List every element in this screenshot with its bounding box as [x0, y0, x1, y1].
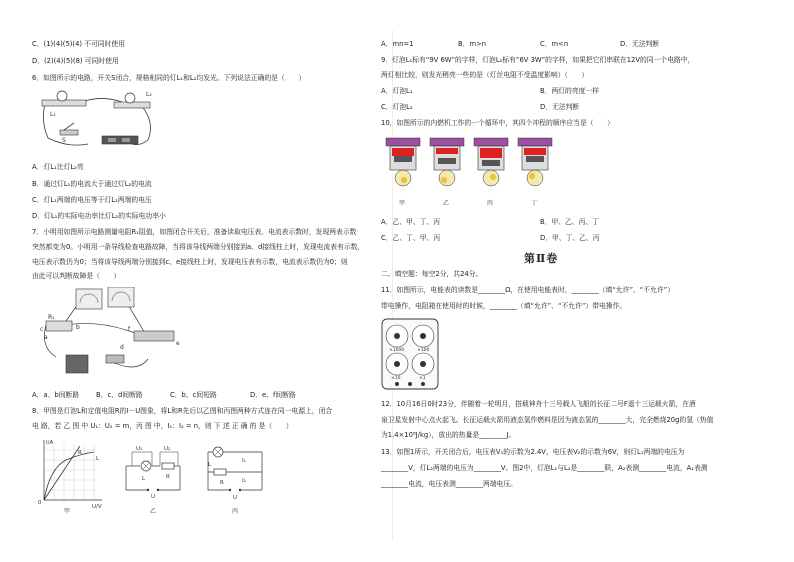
ammeter — [108, 287, 134, 307]
q10-stem: 10．如图所示的内燃机工作的一个循环中，其四个冲程的顺序应当是（ ） — [381, 119, 614, 127]
q13-line-2: ________V，灯L₂两端的电压为________V。图2中，灯泡L₁与L₂是________联，A₂表测________电流，A₁表测 — [381, 464, 708, 472]
label-l2: L₂ — [146, 91, 152, 98]
q12-line-3: 为1.4×10⁸J/kg），放出的热量是________J。 — [381, 431, 516, 439]
label-f: f — [128, 326, 131, 333]
q11-line-2: 带电操作，电阻箱在使用时的时候，________（填“允许”、“不允许”）带电操作。 — [381, 302, 627, 310]
engine-jia-caption: 甲 — [399, 200, 406, 207]
label-a: a — [44, 334, 48, 341]
lamp-l1 — [57, 91, 67, 101]
series-r-label: R — [78, 450, 82, 456]
q8-option-d: D．无法判断 — [620, 40, 660, 48]
label-u1: U₁ — [136, 446, 143, 452]
label-i2: I₂ — [242, 478, 246, 484]
q6-option-a: A．灯L₁比灯L₂亮 — [32, 163, 84, 171]
q7-circuit-figure — [36, 287, 186, 379]
engine-ding — [518, 138, 552, 186]
q12-line-1: 12．10月16日0时23分，伴随着一轮明月，搭载神舟十三号载人飞船的长征二号F遥十三运载火箭，在酒 — [381, 400, 696, 408]
series-l-label: L — [96, 456, 100, 462]
q8-option-b: B．m>n — [458, 40, 487, 48]
y-axis-label: I/A — [46, 440, 54, 446]
q7-option-b: B．c、d间断路 — [96, 391, 143, 399]
q9-option-a: A．灯泡L₁ — [381, 87, 413, 95]
q9-option-d: D．无法判断 — [540, 103, 580, 111]
q8-iu-graph — [36, 438, 106, 512]
q9-option-c: C．灯泡L₂ — [381, 103, 413, 111]
q13-line-1: 13．如图1所示，开关闭合后，电压表V₁的示数为2.4V，电压表V₂的示数为6V，则灯L₁两端的电压为 — [381, 448, 685, 456]
graph-grid — [44, 444, 96, 500]
label-i1: I₁ — [242, 458, 246, 464]
q10-option-d: D．甲、丁、乙、丙 — [540, 234, 600, 242]
q8-line-1: 8．甲图是灯泡L和定值电阻R的I－U图象，将L和R先后以乙图和丙图两种方式连在同一电源上，闭合 — [32, 407, 333, 415]
resistor-r-parallel — [214, 469, 226, 475]
q7-line-1: 7．小明用如图所示电路测量电阻R₁阻值，如图闭合开关后，准备读取电压表、电流表示数时，发现两表示数 — [32, 228, 357, 236]
curve-l — [44, 452, 94, 500]
label-l: L — [142, 476, 146, 482]
fig-yi-caption: 乙 — [150, 508, 157, 515]
voltmeter — [76, 289, 102, 309]
q8-parallel-circuit — [200, 444, 272, 502]
dial-x10: ×10 — [391, 376, 401, 381]
engine-yi — [430, 138, 464, 186]
line-r — [44, 446, 80, 500]
engine-bing-caption: 丙 — [487, 200, 494, 207]
engine-yi-caption: 乙 — [443, 200, 450, 207]
q10-engine-strokes — [380, 134, 556, 192]
label-r: R — [166, 474, 170, 480]
q6-circuit-figure — [38, 90, 158, 152]
label-r-parallel: R — [220, 480, 224, 486]
resistor-r1 — [46, 321, 72, 331]
dial-x1000: ×1000 — [389, 348, 405, 353]
lamp-l2 — [125, 93, 135, 103]
q7-line-3: 电压表示数仍为0；当将该导线两端分别接到c、e接线柱上时，发现电压表有示数，电流表示数仍为0；则 — [32, 258, 348, 266]
q5-option-c: C．(1)(4)(5)(4) 不可同时使用 — [32, 40, 125, 48]
fig-bing-caption: 丙 — [232, 508, 239, 515]
dial-x1: ×1 — [419, 376, 426, 381]
q6-stem: 6．如图所示的电路，开关S闭合，规格相同的灯L₁和L₂均发光。下列说法正确的是（ ） — [32, 74, 306, 82]
resistor-r — [162, 463, 174, 469]
q13-line-3: ________电流，电压表测________两端电压。 — [381, 480, 517, 488]
q7-line-4: 由此可以判断故障是（ ） — [32, 272, 121, 280]
label-r1: R₁ — [48, 314, 55, 321]
q6-option-d: D．灯L₁的实际电功率比灯L₂的实际电功率小 — [32, 212, 166, 220]
label-d: d — [120, 344, 124, 351]
q12-line-2: 泉卫星发射中心点火起飞。长征运载火箭用液态氢作燃料是因为液态氢的________大，完全燃烧20g的氢（热值 — [381, 416, 714, 424]
fill-in-heading: 二、填空题：每空2分，共24分。 — [381, 270, 483, 278]
label-c: c — [40, 326, 44, 333]
switch — [106, 355, 124, 363]
section-2-title: 第Ⅱ卷 — [524, 252, 559, 265]
q8-option-c: C．m<n — [540, 40, 569, 48]
x-axis-label: U/V — [92, 504, 102, 510]
q6-option-b: B．通过灯L₁的电流大于通过灯L₂的电流 — [32, 180, 152, 188]
q9-option-b: B．两灯的亮度一样 — [540, 87, 600, 95]
label-e: e — [176, 340, 180, 347]
q11-resistance-box — [381, 318, 439, 390]
label-l1: L₁ — [50, 111, 56, 118]
engine-bing — [474, 138, 508, 186]
fig-jia-caption: 甲 — [64, 508, 71, 515]
label-l-parallel: L — [208, 462, 212, 468]
q7-line-2: 突然都变为0。小明用一条导线检查电路故障，当将该导线两端分别接到a、d接线柱上时，发现电流表有示数， — [32, 243, 365, 251]
q7-option-d: D．e、f间断路 — [250, 391, 296, 399]
q7-option-c: C．b、c间短路 — [170, 391, 217, 399]
engine-ding-caption: 丁 — [531, 200, 538, 207]
q9-line-1: 9．灯泡L₁标有“9V 6W”的字样，灯泡L₂标有“6V 3W”的字样，如果把它们串联在12V的同一个电路中， — [381, 56, 695, 64]
q6-option-c: C．灯L₁两端的电压等于灯L₂两端的电压 — [32, 196, 152, 204]
rheostat — [134, 331, 174, 341]
q11-line-1: 11．如图所示，电能表的读数是________Ω，在使用电能表时，________（填“允许”、“不允许”） — [381, 286, 675, 294]
switch-s — [60, 130, 78, 135]
q10-option-c: C．乙、丁、甲、丙 — [381, 234, 441, 242]
q10-option-a: A．乙、甲、丁、丙 — [381, 218, 441, 226]
q8-series-circuit — [118, 446, 190, 502]
label-b: b — [76, 324, 80, 331]
battery — [102, 136, 138, 144]
label-u2: U₂ — [164, 446, 171, 452]
label-s: S — [62, 137, 66, 144]
q9-line-2: 两灯相比较，则发光稍亮一些的是（灯丝电阻不受温度影响）（ ） — [381, 71, 589, 79]
dial-x100: ×100 — [417, 348, 430, 353]
label-u: U — [151, 494, 156, 500]
engine-jia — [386, 138, 420, 186]
q10-option-b: B．甲、乙、丙、丁 — [540, 218, 600, 226]
label-u-parallel: U — [233, 495, 238, 501]
q7-option-a: A．a、b间断路 — [32, 391, 80, 399]
battery-pack — [66, 355, 88, 373]
origin-label: 0 — [38, 500, 42, 506]
q5-option-d: D．(2)(4)(5)(8) 可同时使用 — [32, 57, 119, 65]
q8-option-a: A．mn=1 — [381, 40, 414, 48]
q8-line-2: 电 路，若 乙 图 中 U₁：U₂ = m，丙 图 中，I₁：I₂ = n，则 下 述 正 确 的 是（ ） — [32, 422, 293, 430]
